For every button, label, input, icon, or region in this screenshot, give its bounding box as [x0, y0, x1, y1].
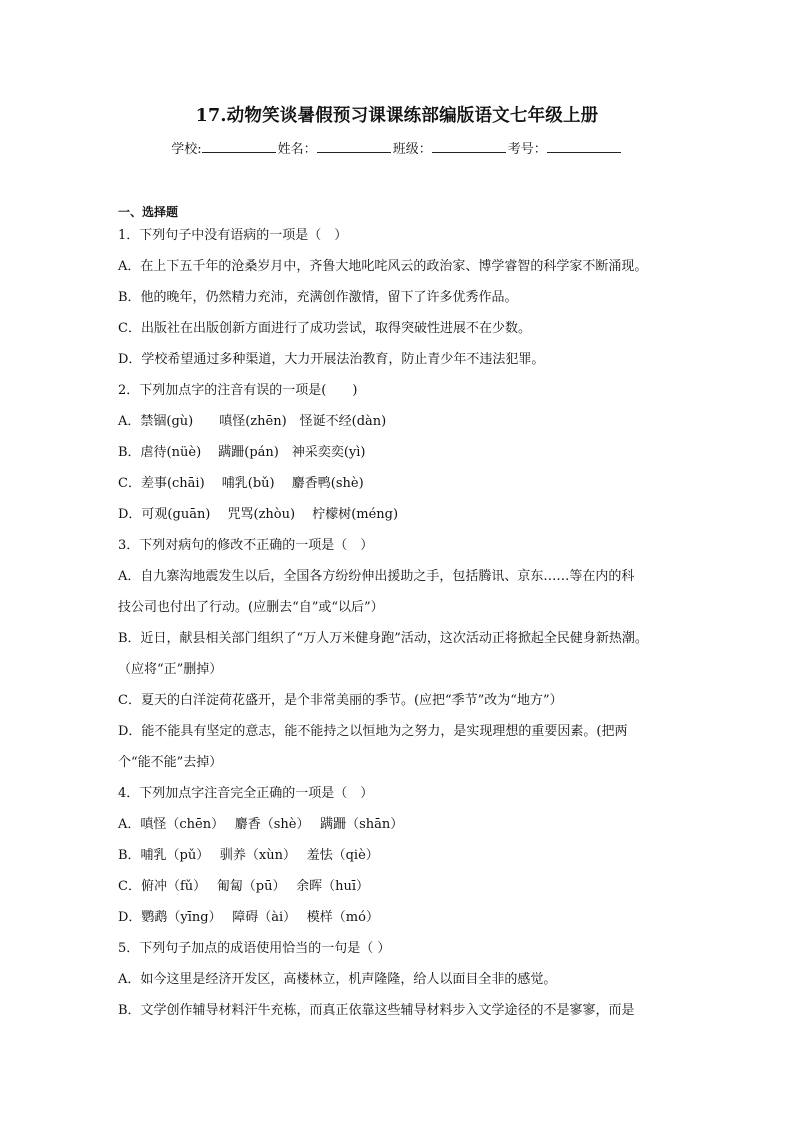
text-line: B．近日，献县相关部门组织了“万人万米健身跑”活动，这次活动正将掀起全民健身新热潮。: [118, 631, 648, 646]
text-line: 个“能不能”去掉）: [118, 755, 223, 770]
text-line: D．学校希望通过多种渠道，大力开展法治教育，防止青少年不违法犯罪。: [118, 352, 545, 367]
text-line: 技公司也付出了行动。(应删去“自”或“以后”）: [118, 600, 384, 615]
text-line: D．可观(guān) 咒骂(zhòu) 柠檬树(méng): [118, 507, 399, 522]
text-line: D．能不能具有坚定的意志，能不能持之以恒地为之努力，是实现理想的重要因素。(把两: [118, 724, 628, 739]
text-line: B．他的晚年，仍然精力充沛，充满创作激情，留下了许多优秀作品。: [118, 290, 518, 305]
text-line: 3．下列对病句的修改不正确的一项是（ ）: [118, 538, 374, 553]
school-label: 学校:: [171, 142, 202, 157]
class-blank[interactable]: [432, 138, 506, 153]
text-line: B．哺乳（pǔ） 驯养（xùn） 羞怯（qiè）: [118, 848, 379, 863]
name-blank[interactable]: [317, 138, 391, 153]
text-line: D．鹦鹉（yīng） 障碍（ài） 模样（mó）: [118, 910, 379, 925]
section-heading: 一、选择题: [118, 205, 179, 219]
text-line: B．虐待(nüè) 蹒跚(pán) 神采奕奕(yì): [118, 445, 366, 460]
exam-number-blank[interactable]: [547, 138, 621, 153]
exam-number-field: [508, 138, 623, 160]
text-line: 1．下列句子中没有语病的一项是（ ）: [118, 228, 348, 243]
student-info-row: [0, 138, 794, 160]
text-line: 5．下列句子加点的成语使用恰当的一句是（ ）: [118, 941, 391, 956]
class-field: [393, 138, 508, 160]
text-line: A．自九寨沟地震发生以后，全国各方纷纷伸出援助之手，包括腾讯、京东……等在内的科: [118, 569, 635, 584]
school-field: [171, 138, 277, 160]
name-label: 姓名：: [277, 142, 317, 157]
exam-number-label: 考号：: [507, 142, 547, 157]
name-field: [278, 138, 393, 160]
text-line: A．如今这里是经济开发区，高楼林立，机声隆隆，给人以面目全非的感觉。: [118, 972, 557, 987]
document-title: 17.动物笑谈暑假预习课课练部编版语文七年级上册: [195, 106, 599, 126]
text-line: C．俯冲（fǔ） 匍匐（pū） 余晖（huī）: [118, 879, 369, 894]
text-line: C．差事(chāi) 哺乳(bǔ) 麝香鸭(shè): [118, 476, 364, 491]
text-line: A．嗔怪（chēn） 麝香（shè） 蹒跚（shān）: [118, 817, 404, 832]
question-body: [118, 226, 688, 1032]
text-line: A．禁锢(gù) 嗔怪(zhēn) 怪诞不经(dàn): [118, 414, 387, 429]
text-line: C．出版社在出版创新方面进行了成功尝试，取得突破性进展不在少数。: [118, 321, 531, 336]
text-line: 2．下列加点字的注音有误的一项是( ): [118, 383, 358, 398]
text-line: 4．下列加点字注音完全正确的一项是（ ）: [118, 786, 374, 801]
text-line: （应将“正”删掉）: [118, 662, 223, 677]
text-line: C．夏天的白洋淀荷花盛开，是个非常美丽的季节。(应把“季节”改为“地方”）: [118, 693, 563, 708]
class-label: 班级：: [392, 142, 432, 157]
school-blank[interactable]: [202, 138, 276, 153]
text-line: B．文学创作辅导材料汗牛充栋，而真正依靠这些辅导材料步入文学途径的不是寥寥，而是: [118, 1003, 635, 1018]
text-line: A．在上下五千年的沧桑岁月中，齐鲁大地叱咤风云的政治家、博学睿智的科学家不断涌现。: [118, 259, 648, 274]
